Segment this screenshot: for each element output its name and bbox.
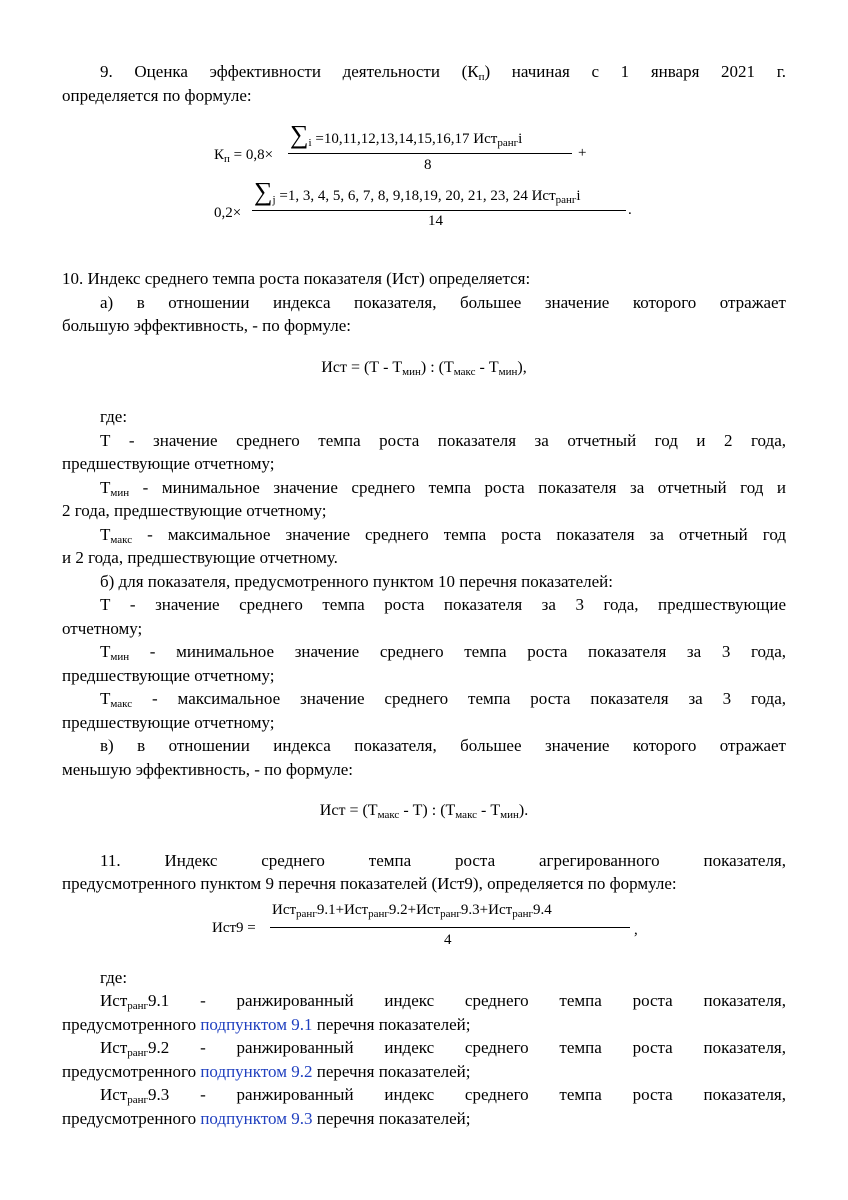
link-podpunkt-9-1[interactable]: подпунктом 9.1 (200, 1014, 313, 1034)
where2-item-2b: предусмотренного подпунктом 9.2 перечня показателей; (62, 1061, 471, 1081)
where1-t2b: отчетному; (62, 618, 143, 638)
p11-line1: 11. Индекс среднего темпа роста агрегированного показателя, (100, 850, 786, 870)
p9-line1: 9. Оценка эффективности деятельности $(К_п)$ начиная с 1 января 2021 г. (100, 62, 786, 83)
where2-item-2: Ист$_{ранг}$9.2 - ранжированный индекс среднего темпа роста показателя, (100, 1038, 786, 1059)
formula-ist9 (62, 896, 786, 966)
p10-a: а) в отношении индекса показателя, большее значение которого отражает (100, 292, 786, 312)
where1-tmax2b: предшествующие отчетному; (62, 712, 275, 732)
where2-item-3b: предусмотренного подпунктом 9.3 перечня показателей; (62, 1108, 471, 1128)
ist9-den: 4 (444, 931, 452, 948)
where2-item-1b: предусмотренного подпунктом 9.1 перечня показателей; (62, 1014, 471, 1034)
where1-t1b: предшествующие отчетному; (62, 454, 275, 473)
where1-tmin1: $Т_{мин}$ - минимальное значение среднего темпа роста показателя за отчетный год и (100, 477, 786, 499)
link-podpunkt-9-2[interactable]: подпунктом 9.2 (200, 1061, 313, 1081)
where1-t2: Т - значение среднего темпа роста показателя за 3 года, предшествующие (100, 595, 786, 614)
where2-item-1: Ист$_{ранг}$9.1 - ранжированный индекс среднего темпа роста показателя, (100, 991, 786, 1012)
where2-item-3: Ист$_{ранг}$9.3 - ранжированный индекс среднего темпа роста показателя, (100, 1085, 786, 1106)
where1-c2: меньшую эффективность, - по формуле: (62, 759, 353, 779)
ist9-lhs: Ист9 = (212, 919, 256, 936)
kp-num2: $\sum_j =1$, 3, 4, 5, 6, 7, 8, 9,18,19, 20, 21, 23, 24 Ист$_{ранг}$i (254, 177, 581, 206)
kp-den2: 14 (428, 213, 443, 229)
kp-end: . (628, 202, 632, 218)
where1-gde: где: (100, 407, 128, 426)
kp-lhs: $К_п = 0,8\times$ (214, 147, 274, 165)
where1-tmax1: $Т_{макс}$ - максимальное значение среднего темпа роста показателя за отчетный год (100, 524, 786, 546)
where1-tmin2b: предшествующие отчетному; (62, 665, 275, 685)
where2-gde: где: (100, 967, 128, 987)
kp-plus: + (578, 145, 587, 161)
link-podpunkt-9-3[interactable]: подпунктом 9.3 (200, 1108, 313, 1128)
where1-tmax2: $Т_{макс}$ - максимальное значение среднего темпа роста показателя за 3 года, (100, 689, 786, 710)
where1-b: б) для показателя, предусмотренного пунктом 10 перечня показателей: (100, 571, 613, 591)
where1-c: в) в отношении индекса показателя, большее значение которого отражает (100, 736, 786, 755)
kp-coef2: 0,2× (214, 205, 242, 221)
p10-title: 10. Индекс среднего темпа роста показателя (Ист) определяется: (62, 269, 531, 288)
p10-a2: большую эффективность, - по формуле: (62, 316, 351, 335)
kp-num1: $\sum_i =10,11,12,13,14,15,16,17$ Ист$_{ранг}$i (290, 120, 523, 149)
where1-tmax1b: и 2 года, предшествующие отчетному. (62, 548, 338, 567)
ist9-frac-line (270, 927, 630, 928)
document-page (62, 60, 786, 1130)
ist9-end: , (634, 921, 638, 938)
formula-c: Ист = $(Т_{макс} - Т)$ : $(Т_{макс} - Т_{мин})$. (319, 802, 529, 821)
kp-frac-line-2 (252, 210, 626, 211)
where1-tmin2: $Т_{мин}$ - минимальное значение среднего темпа роста показателя за 3 года, (100, 642, 786, 663)
ist9-num: Ист$_{ранг}$9.1+Ист$_{ранг}$9.2+Ист$_{ранг}$9.3+Ист$_{ранг}$9.4 (272, 901, 552, 920)
p11-line2: предусмотренного пунктом 9 перечня показателей (Ист9), определяется по формуле: (62, 874, 677, 893)
kp-frac-line-1 (288, 153, 572, 154)
kp-den1: 8 (424, 157, 432, 173)
p9-line2: определяется по формуле: (62, 85, 252, 105)
where1-tmin1b: 2 года, предшествующие отчетному; (62, 501, 327, 520)
formula-kp (62, 107, 786, 267)
where1-t1: Т - значение среднего темпа роста показателя за отчетный год и 2 года, (100, 430, 786, 450)
formula-a: Ист = $(Т - Т_{мин})$ : $(Т_{макс} - Т_{мин})$, (321, 358, 527, 378)
